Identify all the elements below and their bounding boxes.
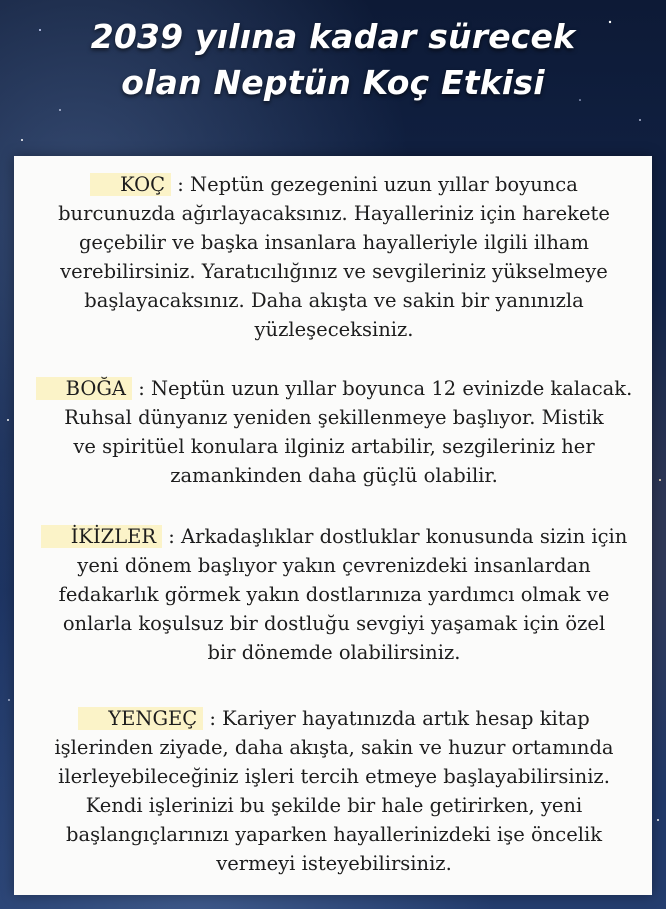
section-line: fedakarlık görmek yakın dostlarınıza yardımcı olmak ve	[58, 583, 610, 606]
section-line: başlayacaksınız. Daha akışta ve sakin bir yanınızla	[84, 289, 584, 312]
section-boga	[28, 374, 640, 490]
section-line	[28, 374, 640, 403]
section-line: vermeyi isteyebilirsiniz.	[216, 852, 452, 875]
section-line: başlangıçlarınızı yaparken hayallerinizdeki işe öncelik	[65, 823, 603, 846]
section-line: ilerleyebileceğiniz işleri tercih etmeye başlayabilirsiniz.	[58, 765, 610, 788]
title-line-2: olan Neptün Koç Etkisi	[121, 63, 545, 102]
section-ikizler	[28, 522, 640, 667]
section-line: onlarla koşulsuz bir dostluğu sevgiyi yaşamak için özel	[62, 612, 606, 635]
section-line: Kendi işlerinizi bu şekilde bir hale getirirken, yeni	[85, 794, 583, 817]
sign-label-boga: BOĞA	[36, 377, 132, 400]
section-line: bir dönemde olabilirsiniz.	[207, 641, 461, 664]
section-line: geçebilir ve başka insanlara hayalleriyle ilgili ilham	[78, 231, 590, 254]
sign-label-yengec: YENGEÇ	[78, 707, 203, 730]
section-line: yüzleşeceksiniz.	[254, 318, 414, 341]
section-line: zamankinden daha güçlü olabilir.	[170, 464, 498, 487]
section-line: yeni dönem başlıyor yakın çevrenizdeki insanlardan	[77, 554, 591, 577]
sign-label-ikizler: İKİZLER	[41, 525, 162, 548]
section-text: : Arkadaşlıklar dostluklar konusunda sizin için	[162, 525, 628, 548]
section-line	[28, 704, 640, 733]
section-line: verebilirsiniz. Yaratıcılığınız ve sevgileriniz yükselmeye	[60, 260, 608, 283]
section-line: burcunuzda ağırlayacaksınız. Hayalleriniz için harekete	[58, 202, 610, 225]
section-line: ve spiritüel konulara ilginiz artabilir, sezgileriniz her	[73, 435, 595, 458]
section-text: : Neptün gezegenini uzun yıllar boyunca	[171, 173, 578, 196]
section-line: Ruhsal dünyanız yeniden şekillenmeye başlıyor. Mistik	[64, 406, 604, 429]
section-text: : Neptün uzun yıllar boyunca 12 evinizde kalacak.	[132, 377, 633, 400]
section-koc	[28, 170, 640, 344]
content-card	[14, 156, 652, 895]
sign-label-koc: KOÇ	[90, 173, 171, 196]
page-title	[0, 14, 666, 106]
section-text: : Kariyer hayatınızda artık hesap kitap	[203, 707, 590, 730]
section-line: işlerinden ziyade, daha akışta, sakin ve huzur ortamında	[54, 736, 614, 759]
title-line-1: 2039 yılına kadar sürecek	[90, 17, 576, 56]
section-yengec	[28, 704, 640, 878]
section-line	[28, 522, 640, 551]
section-line	[28, 170, 640, 199]
